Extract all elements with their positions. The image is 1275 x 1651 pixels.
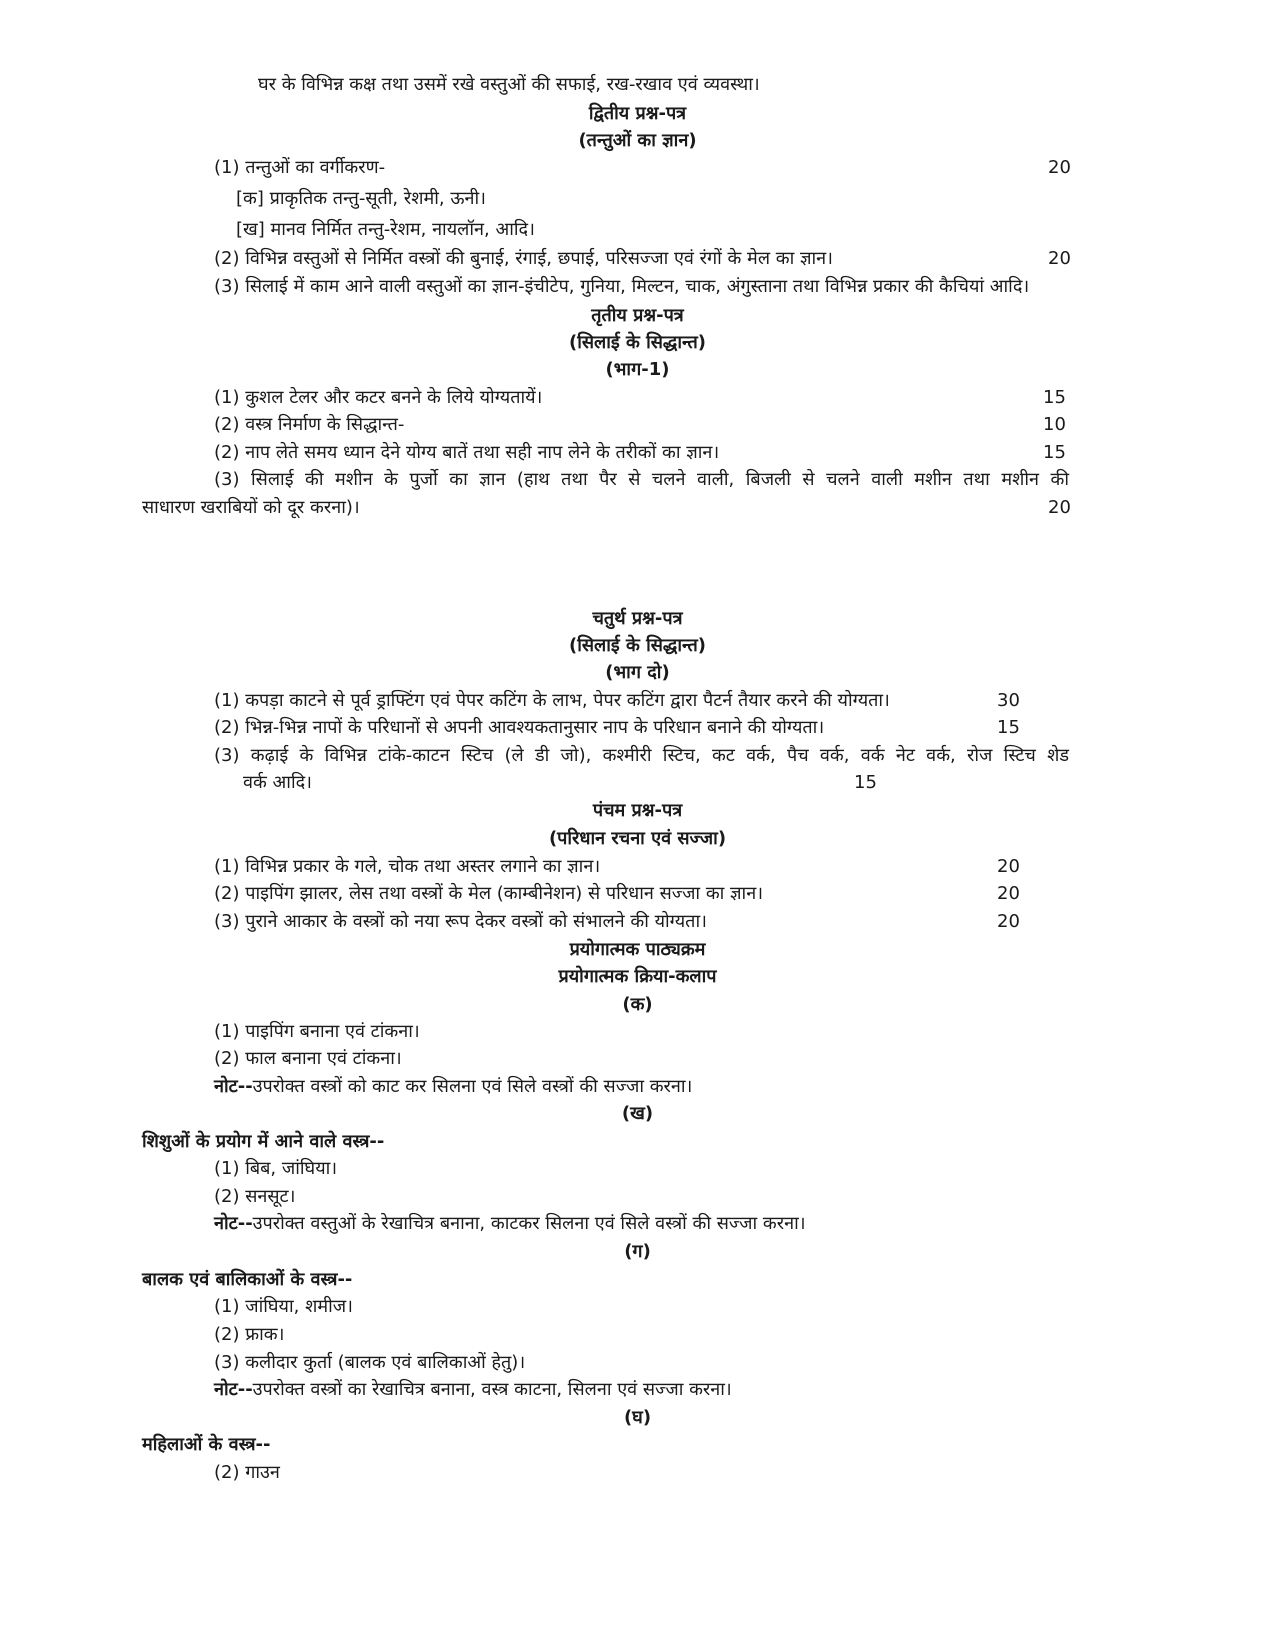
item-marks: 10 [1043,414,1066,435]
note-label: नोट-- [214,1076,253,1097]
note-line [214,1211,806,1237]
item-marks: 20 [1048,497,1071,518]
section-part-label: (भाग दो) [605,662,670,683]
item-text: (2) नाप लेते समय ध्यान देने योग्य बातें तथा सही नाप लेने के तरीकों का ज्ञान। [214,442,720,463]
item-text: (3) कलीदार कुर्ता (बालक एवं बालिकाओं हेतु)। [214,1352,526,1373]
subsection-label: (घ) [623,1407,652,1428]
item-text-continued: वर्क आदि। [243,772,312,793]
item-text: (1) कुशल टेलर और कटर बनने के लिये योग्यतायें। [214,387,543,408]
item-text: (2) गाउन [214,1462,280,1483]
category-heading: बालक एवं बालिकाओं के वस्त्र-- [142,1269,353,1290]
category-heading: महिलाओं के वस्त्र-- [142,1434,271,1455]
item-text: (3) पुराने आकार के वस्त्रों को नया रूप देकर वस्त्रों को संभालने की योग्यता। [214,911,707,932]
sub-item-text: [क] प्राकृतिक तन्तु-सूती, रेशमी, ऊनी। [236,188,486,209]
item-text: (1) तन्तुओं का वर्गीकरण- [214,157,386,178]
item-text: (1) कपड़ा काटने से पूर्व ड्राफ्टिंग एवं पेपर कटिंग के लाभ, पेपर कटिंग द्वारा पैटर्न तैयार करने की योग्यता। [214,690,890,711]
item-text: (2) विभिन्न वस्तुओं से निर्मित वस्त्रों की बुनाई, रंगाई, छपाई, परिसज्जा एवं रंगों के मेल का ज्ञान। [214,248,833,269]
item-text: (3) कढ़ाई के विभिन्न टांके-काटन स्टिच (ले डी जो), कश्मीरी स्टिच, कट वर्क, पैच वर्क, वर्क नेट वर्क, रोज स्टिच शेड [214,745,1069,766]
item-text: (2) पाइपिंग झालर, लेस तथा वस्त्रों के मेल (काम्बीनेशन) से परिधान सज्जा का ज्ञान। [214,883,764,904]
section-part-label: (भाग-1) [605,359,670,380]
category-heading: शिशुओं के प्रयोग में आने वाले वस्त्र-- [142,1131,385,1152]
section-title-third-paper: तृतीय प्रश्न-पत्र [591,305,684,326]
note-label: नोट-- [214,1379,253,1400]
note-line [214,1377,732,1403]
item-marks: 15 [854,772,877,793]
item-marks: 20 [997,883,1020,904]
note-line [214,1074,692,1100]
section-subtitle-fibre-knowledge: (तन्तुओं का ज्ञान) [578,130,697,151]
item-marks: 20 [997,911,1020,932]
note-label: नोट-- [214,1213,253,1234]
item-text: (2) सनसूट। [214,1186,296,1207]
item-marks: 30 [997,690,1020,711]
item-marks: 20 [1048,157,1071,178]
note-text: उपरोक्त वस्त्रों को काट कर सिलना एवं सिले वस्त्रों की सज्जा करना। [252,1076,693,1097]
item-text: (3) सिलाई में काम आने वाली वस्तुओं का ज्ञान-इंचीटेप, गुनिया, मिल्टन, चाक, अंगुस्ताना तथा विभिन्न प्रकार की कैचियां आदि। [214,276,1030,297]
item-text: (1) विभिन्न प्रकार के गले, चोक तथा अस्तर लगाने का ज्ञान। [214,856,601,877]
section-subtitle-stitching-principles: (सिलाई के सिद्धान्त) [568,332,707,353]
section-title-fourth-paper: चतुर्थ प्रश्न-पत्र [592,608,683,629]
section-subtitle-stitching-principles: (सिलाई के सिद्धान्त) [568,635,707,656]
item-text: (1) बिब, जांघिया। [214,1158,338,1179]
item-text: (1) पाइपिंग बनाना एवं टांकना। [214,1021,420,1042]
item-marks: 15 [1043,387,1066,408]
item-marks: 20 [1048,248,1071,269]
item-text: (3) सिलाई की मशीन के पुर्जो का ज्ञान (हाथ तथा पैर से चलने वाली, बिजली से चलने वाली मशीन तथा मशीन की [214,469,1069,490]
item-text: (2) वस्त्र निर्माण के सिद्धान्त- [214,414,405,435]
item-text: (2) भिन्न-भिन्न नापों के परिधानों से अपनी आवश्यकतानुसार नाप के परिधान बनाने की योग्यता। [214,717,825,738]
item-marks: 20 [997,856,1020,877]
section-title-fifth-paper: पंचम प्रश्न-पत्र [592,800,683,821]
item-text: (1) जांघिया, शमीज। [214,1296,353,1317]
item-text-continued: साधारण खराबियों को दूर करना)। [142,497,360,518]
item-text: (2) फाल बनाना एवं टांकना। [214,1048,402,1069]
sub-item-text: [ख] मानव निर्मित तन्तु-रेशम, नायलॉन, आदि। [236,219,535,240]
item-marks: 15 [997,717,1020,738]
section-title-practical-syllabus: प्रयोगात्मक पाठ्यक्रम [569,939,706,960]
note-text: उपरोक्त वस्त्रों का रेखाचित्र बनाना, वस्त्र काटना, सिलना एवं सज्जा करना। [252,1379,732,1400]
item-marks: 15 [1043,442,1066,463]
section-title-second-paper: द्वितीय प्रश्न-पत्र [588,103,687,124]
item-text: (2) फ्राक। [214,1324,285,1345]
section-subtitle-practical-activities: प्रयोगात्मक क्रिया-कलाप [558,966,717,987]
intro-line: घर के विभिन्न कक्ष तथा उसमें रखे वस्तुओं की सफाई, रख-रखाव एवं व्यवस्था। [258,74,760,95]
subsection-label: (ख) [621,1103,654,1124]
note-text: उपरोक्त वस्तुओं के रेखाचित्र बनाना, काटकर सिलना एवं सिले वस्त्रों की सज्जा करना। [252,1213,806,1234]
subsection-label: (क) [622,994,653,1015]
section-subtitle-garment-design: (परिधान रचना एवं सज्जा) [548,828,727,849]
subsection-label: (ग) [624,1241,651,1262]
